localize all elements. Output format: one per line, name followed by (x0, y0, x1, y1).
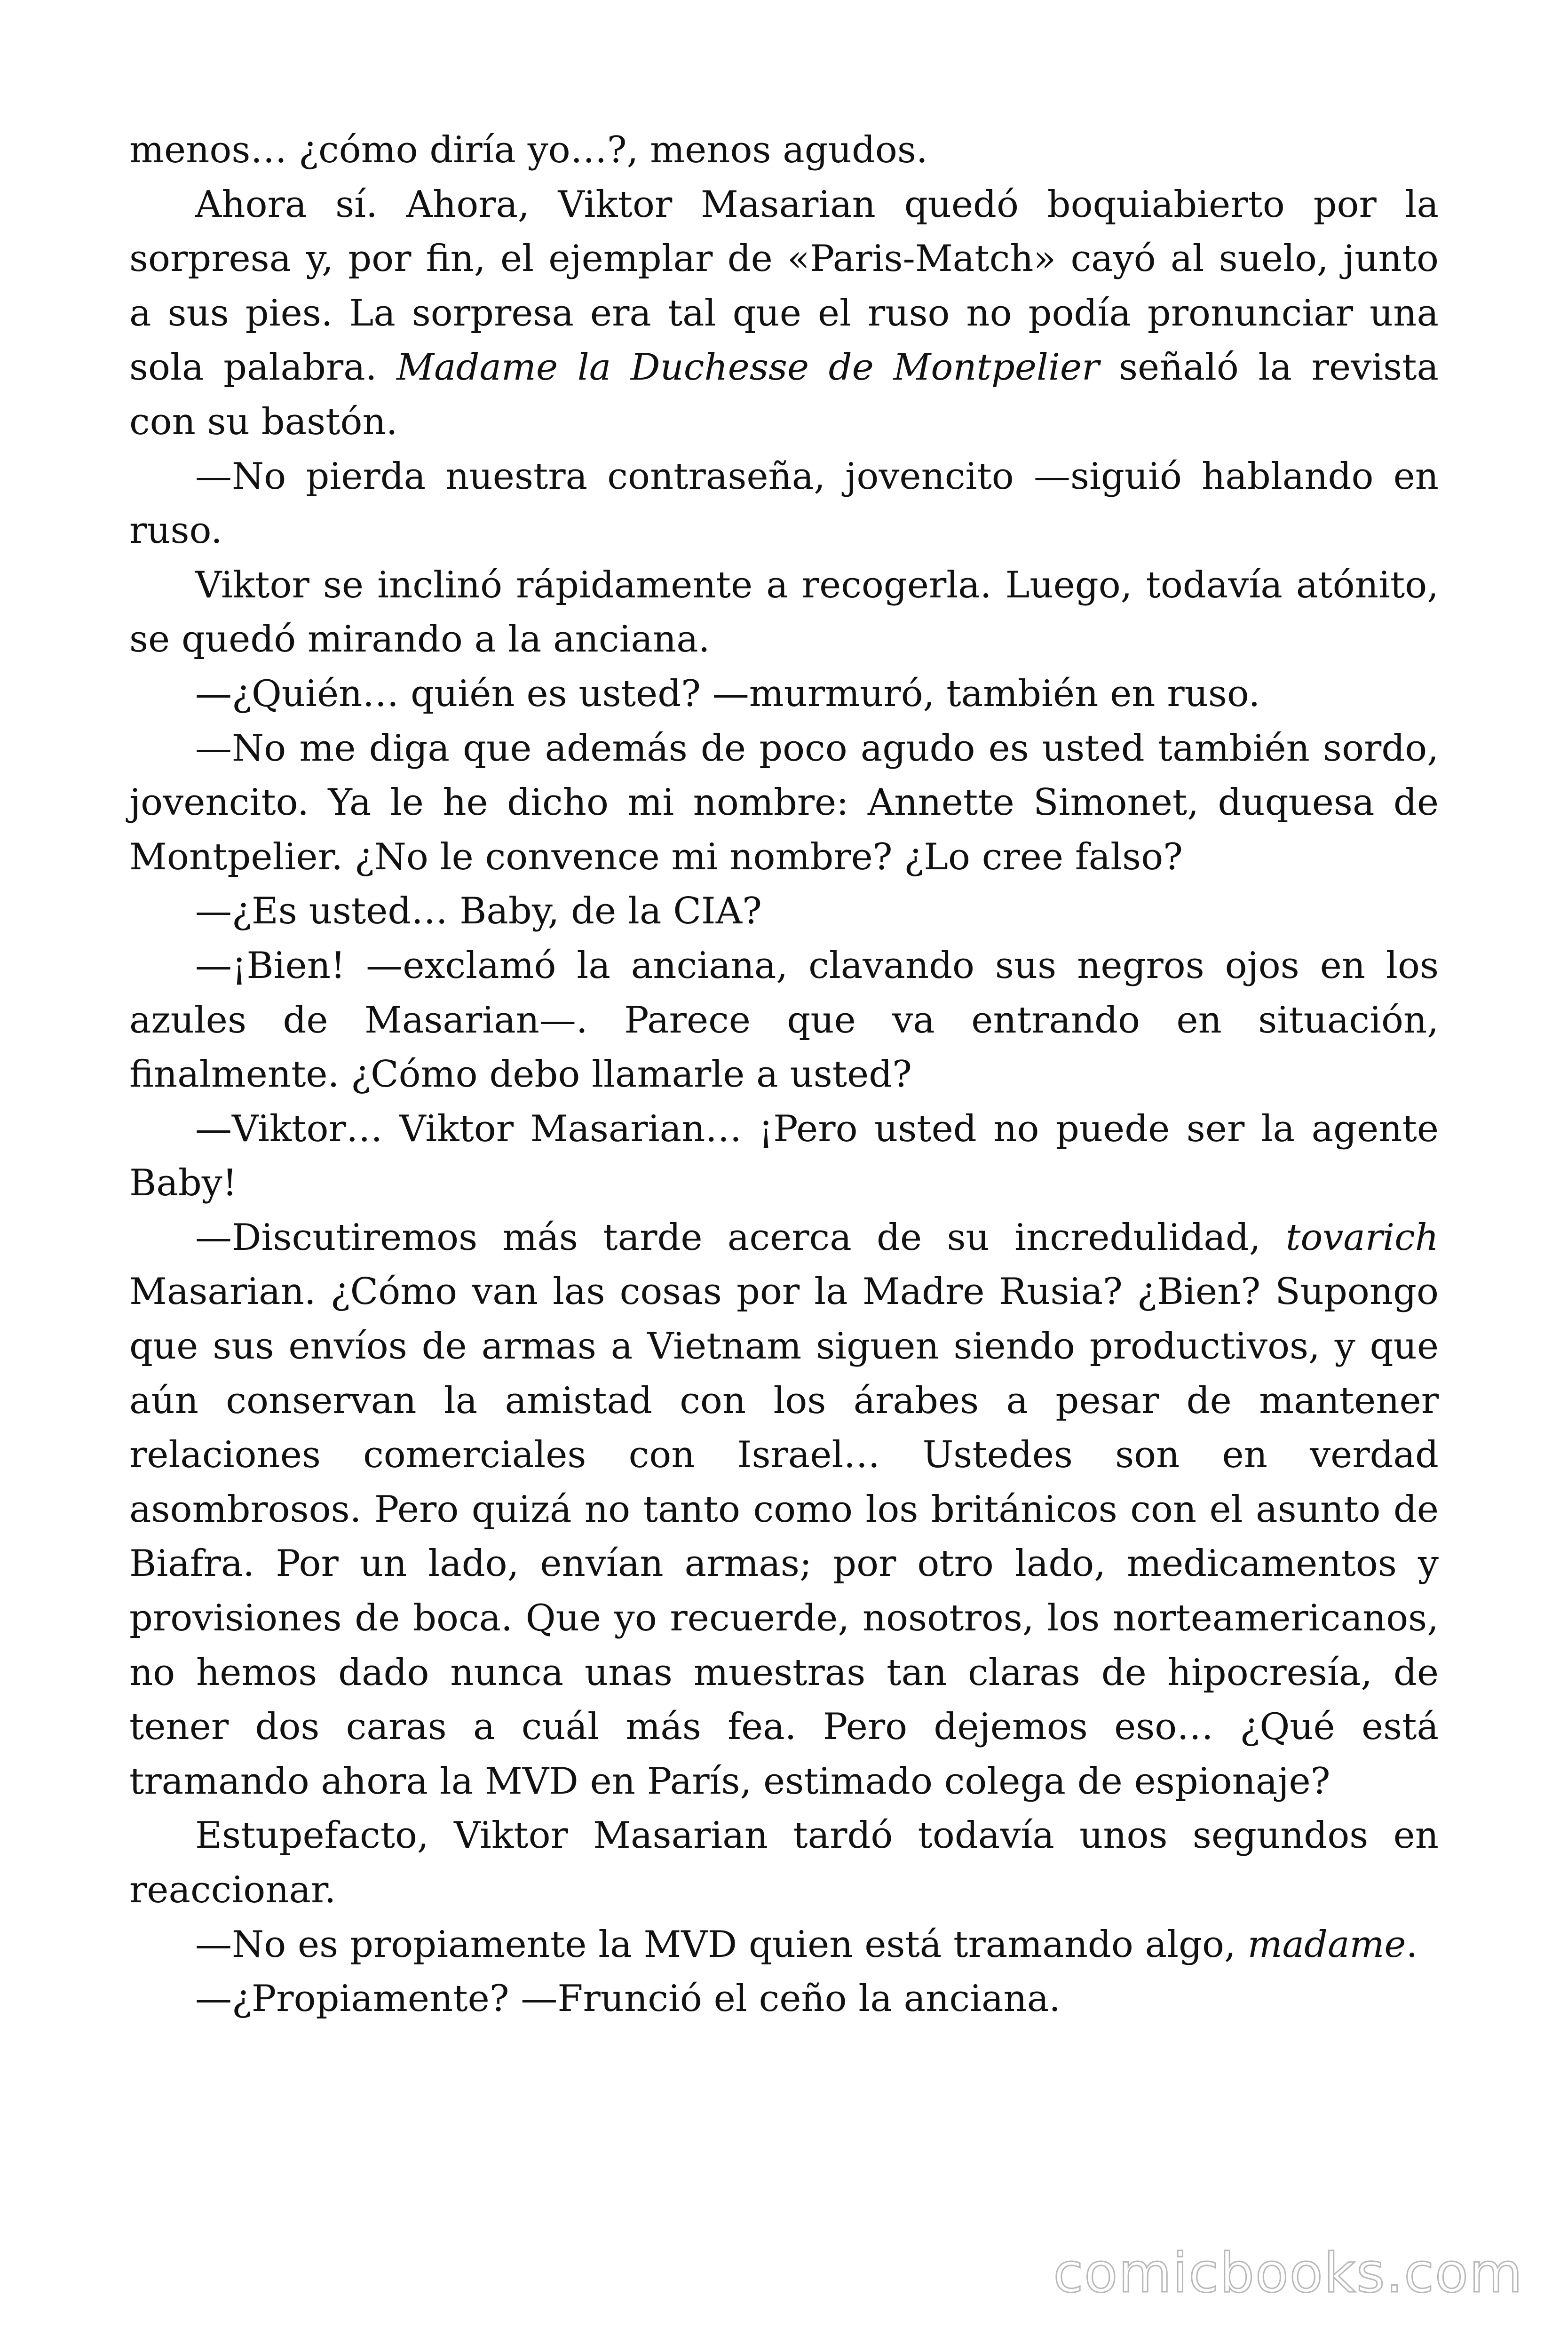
italic-text-run: madame (1247, 1923, 1406, 1966)
text-run: menos… ¿cómo diría yo…?, menos agudos. (129, 129, 928, 171)
text-run: . (1406, 1923, 1418, 1966)
paragraph-6 (129, 722, 1439, 885)
text-run: —¡Bien! —exclamó la anciana, clavando sus negros ojos en los azules de Masarian—. Parece que va entrando en situación, finalmente. ¿Cómo debo llamarle a usted? (129, 944, 1439, 1096)
text-run: Ahora sí. Ahora, Viktor Masarian quedó boquiabierto por la sorpresa y, por fin, el ejemplar de «Paris-Match» cayó al suelo, junto a sus pies. La sorpresa era tal que el ruso no podía pronunciar una sola palabra. (129, 183, 1439, 389)
text-run: —No es propiamente la MVD quien está tramando algo, (195, 1923, 1248, 1966)
italic-text-run: tovarich (1285, 1216, 1439, 1259)
paragraph-11 (129, 1809, 1439, 1917)
paragraph-1 (129, 123, 1439, 178)
paragraph-10 (129, 1211, 1439, 1809)
text-run: —¿Quién… quién es usted? —murmuró, también en ruso. (195, 672, 1260, 715)
paragraph-9 (129, 1102, 1439, 1211)
paragraph-2 (129, 178, 1439, 450)
text-run: —No pierda nuestra contraseña, jovencito —siguió hablando en ruso. (129, 455, 1439, 552)
text-run: Estupefacto, Viktor Masarian tardó todavía unos segundos en reaccionar. (129, 1814, 1439, 1911)
paragraph-7 (129, 884, 1439, 939)
paragraph-13 (129, 1972, 1439, 2026)
paragraph-4 (129, 558, 1439, 667)
text-run: señaló la revista con su bastón. (129, 346, 1439, 443)
text-run: —¿Propiamente? —Frunció el ceño la anciana. (195, 1978, 1061, 2020)
text-run: —No me diga que además de poco agudo es usted también sordo, jovencito. Ya le he dicho mi nombre: Annette Simonet, duquesa de Montpelier. ¿No le convence mi nombre? ¿Lo cree falso? (129, 727, 1439, 878)
watermark-text: comicbooks.com (1053, 2241, 1523, 2305)
text-run: Masarian. ¿Cómo van las cosas por la Madre Rusia? ¿Bien? Supongo que sus envíos de armas a Vietnam siguen siendo productivos, y que aún conservan la amistad con los árabes a pesar de mantener relaciones comerciales con Israel… Ustedes son en verdad asombrosos. Pero quizá no tanto como los británicos con el asunto de Biafra. Por un lado, envían armas; por otro lado, medicamentos y provisiones de boca. Que yo recuerde, nosotros, los norteamericanos, no hemos dado nunca unas muestras tan claras de hipocresía, de tener dos caras a cuál más fea. Pero dejemos eso… ¿Qué está tramando ahora la MVD en París, estimado colega de espionaje? (129, 1271, 1439, 1803)
paragraph-8 (129, 939, 1439, 1102)
text-run: Viktor se inclinó rápidamente a recogerla. Luego, todavía atónito, se quedó mirando a la anciana. (129, 564, 1439, 661)
italic-text-run: Madame la Duchesse de Montpelier (396, 346, 1100, 389)
paragraph-12 (129, 1918, 1439, 1972)
text-run: —Viktor… Viktor Masarian… ¡Pero usted no puede ser la agente Baby! (129, 1107, 1439, 1205)
text-run: —¿Es usted… Baby, de la CIA? (195, 890, 762, 933)
book-page-text (129, 123, 1439, 2026)
paragraph-3 (129, 450, 1439, 558)
paragraph-5 (129, 667, 1439, 722)
text-run: —Discutiremos más tarde acerca de su incredulidad, (195, 1216, 1286, 1259)
